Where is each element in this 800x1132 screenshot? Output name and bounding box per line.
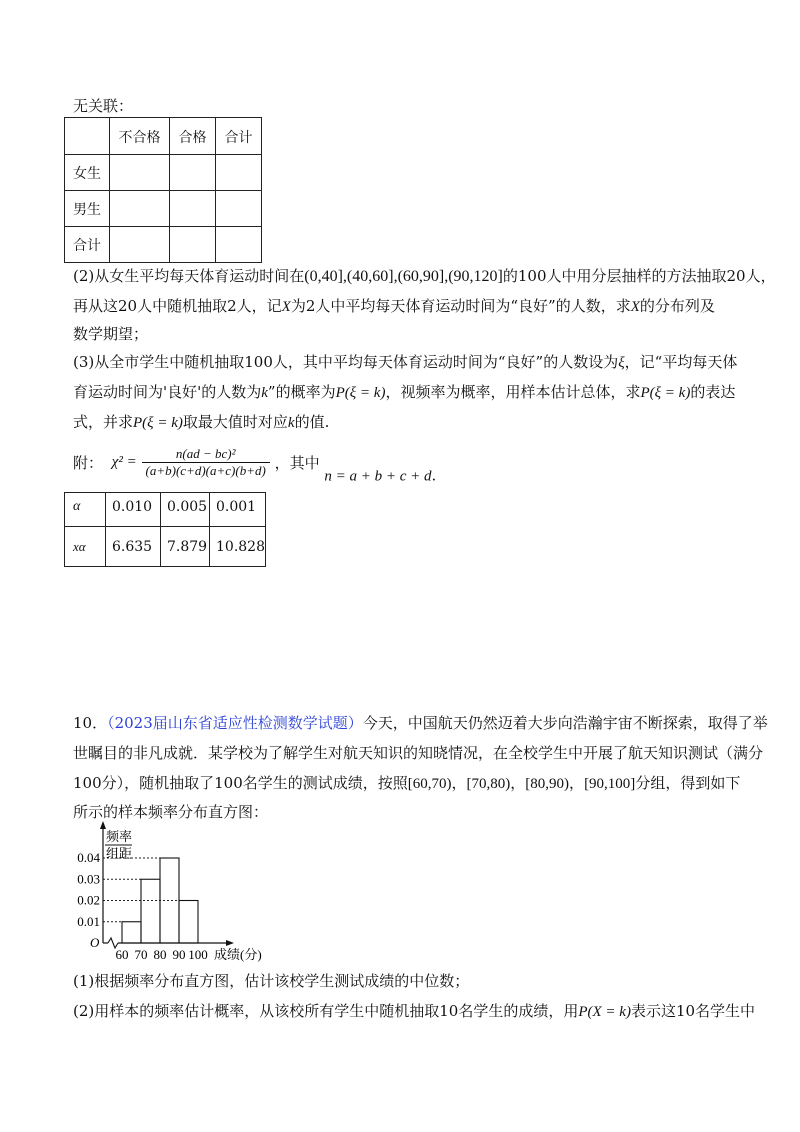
question-number: 10． <box>73 714 108 732</box>
y-tick-label: 0.02 <box>77 892 100 908</box>
histogram-bar <box>179 901 198 944</box>
table-row <box>65 155 262 191</box>
q2-line2: 再从这20人中随机抽取2人，记X为2人中平均每天体育运动时间为“良好”的人数，求X的分布列及 <box>73 297 715 315</box>
x-tick-label: 80 <box>153 947 167 962</box>
table-cell: 女生 <box>65 155 110 191</box>
q2-line3: 数学期望； <box>73 325 149 343</box>
table-cell: 合格 <box>170 118 216 155</box>
contingency-table <box>64 117 262 263</box>
q2-line1: (2)从女生平均每天体育运动时间在(0,40],(40,60],(60,90],(90,120]的100人中用分层抽样的方法抽取20人， <box>73 267 776 285</box>
interval-list: (0,40],(40,60],(60,90],(90,120] <box>304 268 503 285</box>
table-cell: 0.010 <box>106 493 161 527</box>
table-cell: 不合格 <box>110 118 170 155</box>
table-row <box>65 527 266 567</box>
q10-line3: 100分），随机抽取了100名学生的测试成绩，按照[60,70)，[70,80)，[80,90)，[90,100]分组，得到如下 <box>73 774 741 792</box>
histogram-bar <box>141 879 160 943</box>
table-cell: 0.005 <box>161 493 210 527</box>
origin-label: O <box>90 935 100 950</box>
q10-line1: 10．（2023届山东省适应性检测数学试题）今天，中国航天仍然迈着大步向浩瀚宇宙不断探索，取得了举 <box>73 714 768 732</box>
table-cell: α <box>65 493 106 527</box>
q3-line1: (3)从全市学生中随机抽取100人，其中平均每天体育运动时间为“良好”的人数设为ξ，记“平均每天体 <box>73 353 738 371</box>
y-tick-label: 0.04 <box>77 850 100 865</box>
x-tick-label: 90 <box>172 947 186 962</box>
section-label: 无关联： <box>73 97 134 115</box>
table-cell: 男生 <box>65 191 110 227</box>
q10-line2: 世瞩目的非凡成就．某学校为了解学生对航天知识的知晓情况，在全校学生中开展了航天知识测试（满分 <box>73 744 764 762</box>
table-cell: 6.635 <box>106 527 161 567</box>
q10-sub1: (1)根据频率分布直方图，估计该校学生测试成绩的中位数； <box>73 972 470 990</box>
appendix-formula: 附： χ² = $\frac{\text{n(ad − bc)²}}{(a+b)(c+d)(a+c)(b+d)}$ ，其中 n = a + b + c + d. <box>73 446 437 485</box>
x-axis-label: 成绩(分) <box>214 947 262 962</box>
question-source-link[interactable]: （2023届山东省适应性检测数学试题） <box>107 714 363 732</box>
y-label-bottom: 组距 <box>106 846 133 861</box>
x-tick-label: 70 <box>134 947 148 962</box>
histogram-bar <box>122 922 141 943</box>
x-tick-label: 100 <box>188 947 208 962</box>
q10-line4: 所示的样本频率分布直方图： <box>73 803 269 821</box>
y-axis-arrow <box>100 821 106 829</box>
table-row <box>65 493 266 527</box>
x-axis-arrow <box>226 940 234 946</box>
chi-square-fraction: $\frac{\text{n(ad − bc)²}}{(a+b)(c+d)(a+c)(b+d)}$ <box>142 446 270 479</box>
table-cell: 合计 <box>65 227 110 263</box>
q3-line2: 育运动时间为'良好'的人数为k”的概率为P(ξ = k)，视频率为概率，用样本估计总体，求P(ξ = k)的表达 <box>73 383 736 401</box>
critical-values-table <box>64 492 266 567</box>
y-label-top: 频率 <box>106 829 133 844</box>
table-cell: 7.879 <box>161 527 210 567</box>
x-tick-label: 60 <box>115 947 129 962</box>
table-cell: xα <box>65 527 106 567</box>
y-tick-label: 0.03 <box>77 871 100 887</box>
q3-line3: 式，并求P(ξ = k)取最大值时对应k的值. <box>73 413 330 431</box>
table-row <box>65 227 262 263</box>
table-row <box>65 191 262 227</box>
y-tick-label: 0.01 <box>77 913 100 929</box>
frequency-histogram <box>60 818 300 963</box>
table-cell: 合计 <box>216 118 262 155</box>
table-cell <box>65 118 110 155</box>
table-cell: 0.001 <box>210 493 266 527</box>
q10-sub2: (2)用样本的频率估计概率，从该校所有学生中随机抽取10名学生的成绩，用P(X = k)表示这10名学生中 <box>73 1002 756 1020</box>
table-cell: 10.828 <box>210 527 266 567</box>
table-row <box>65 118 262 155</box>
